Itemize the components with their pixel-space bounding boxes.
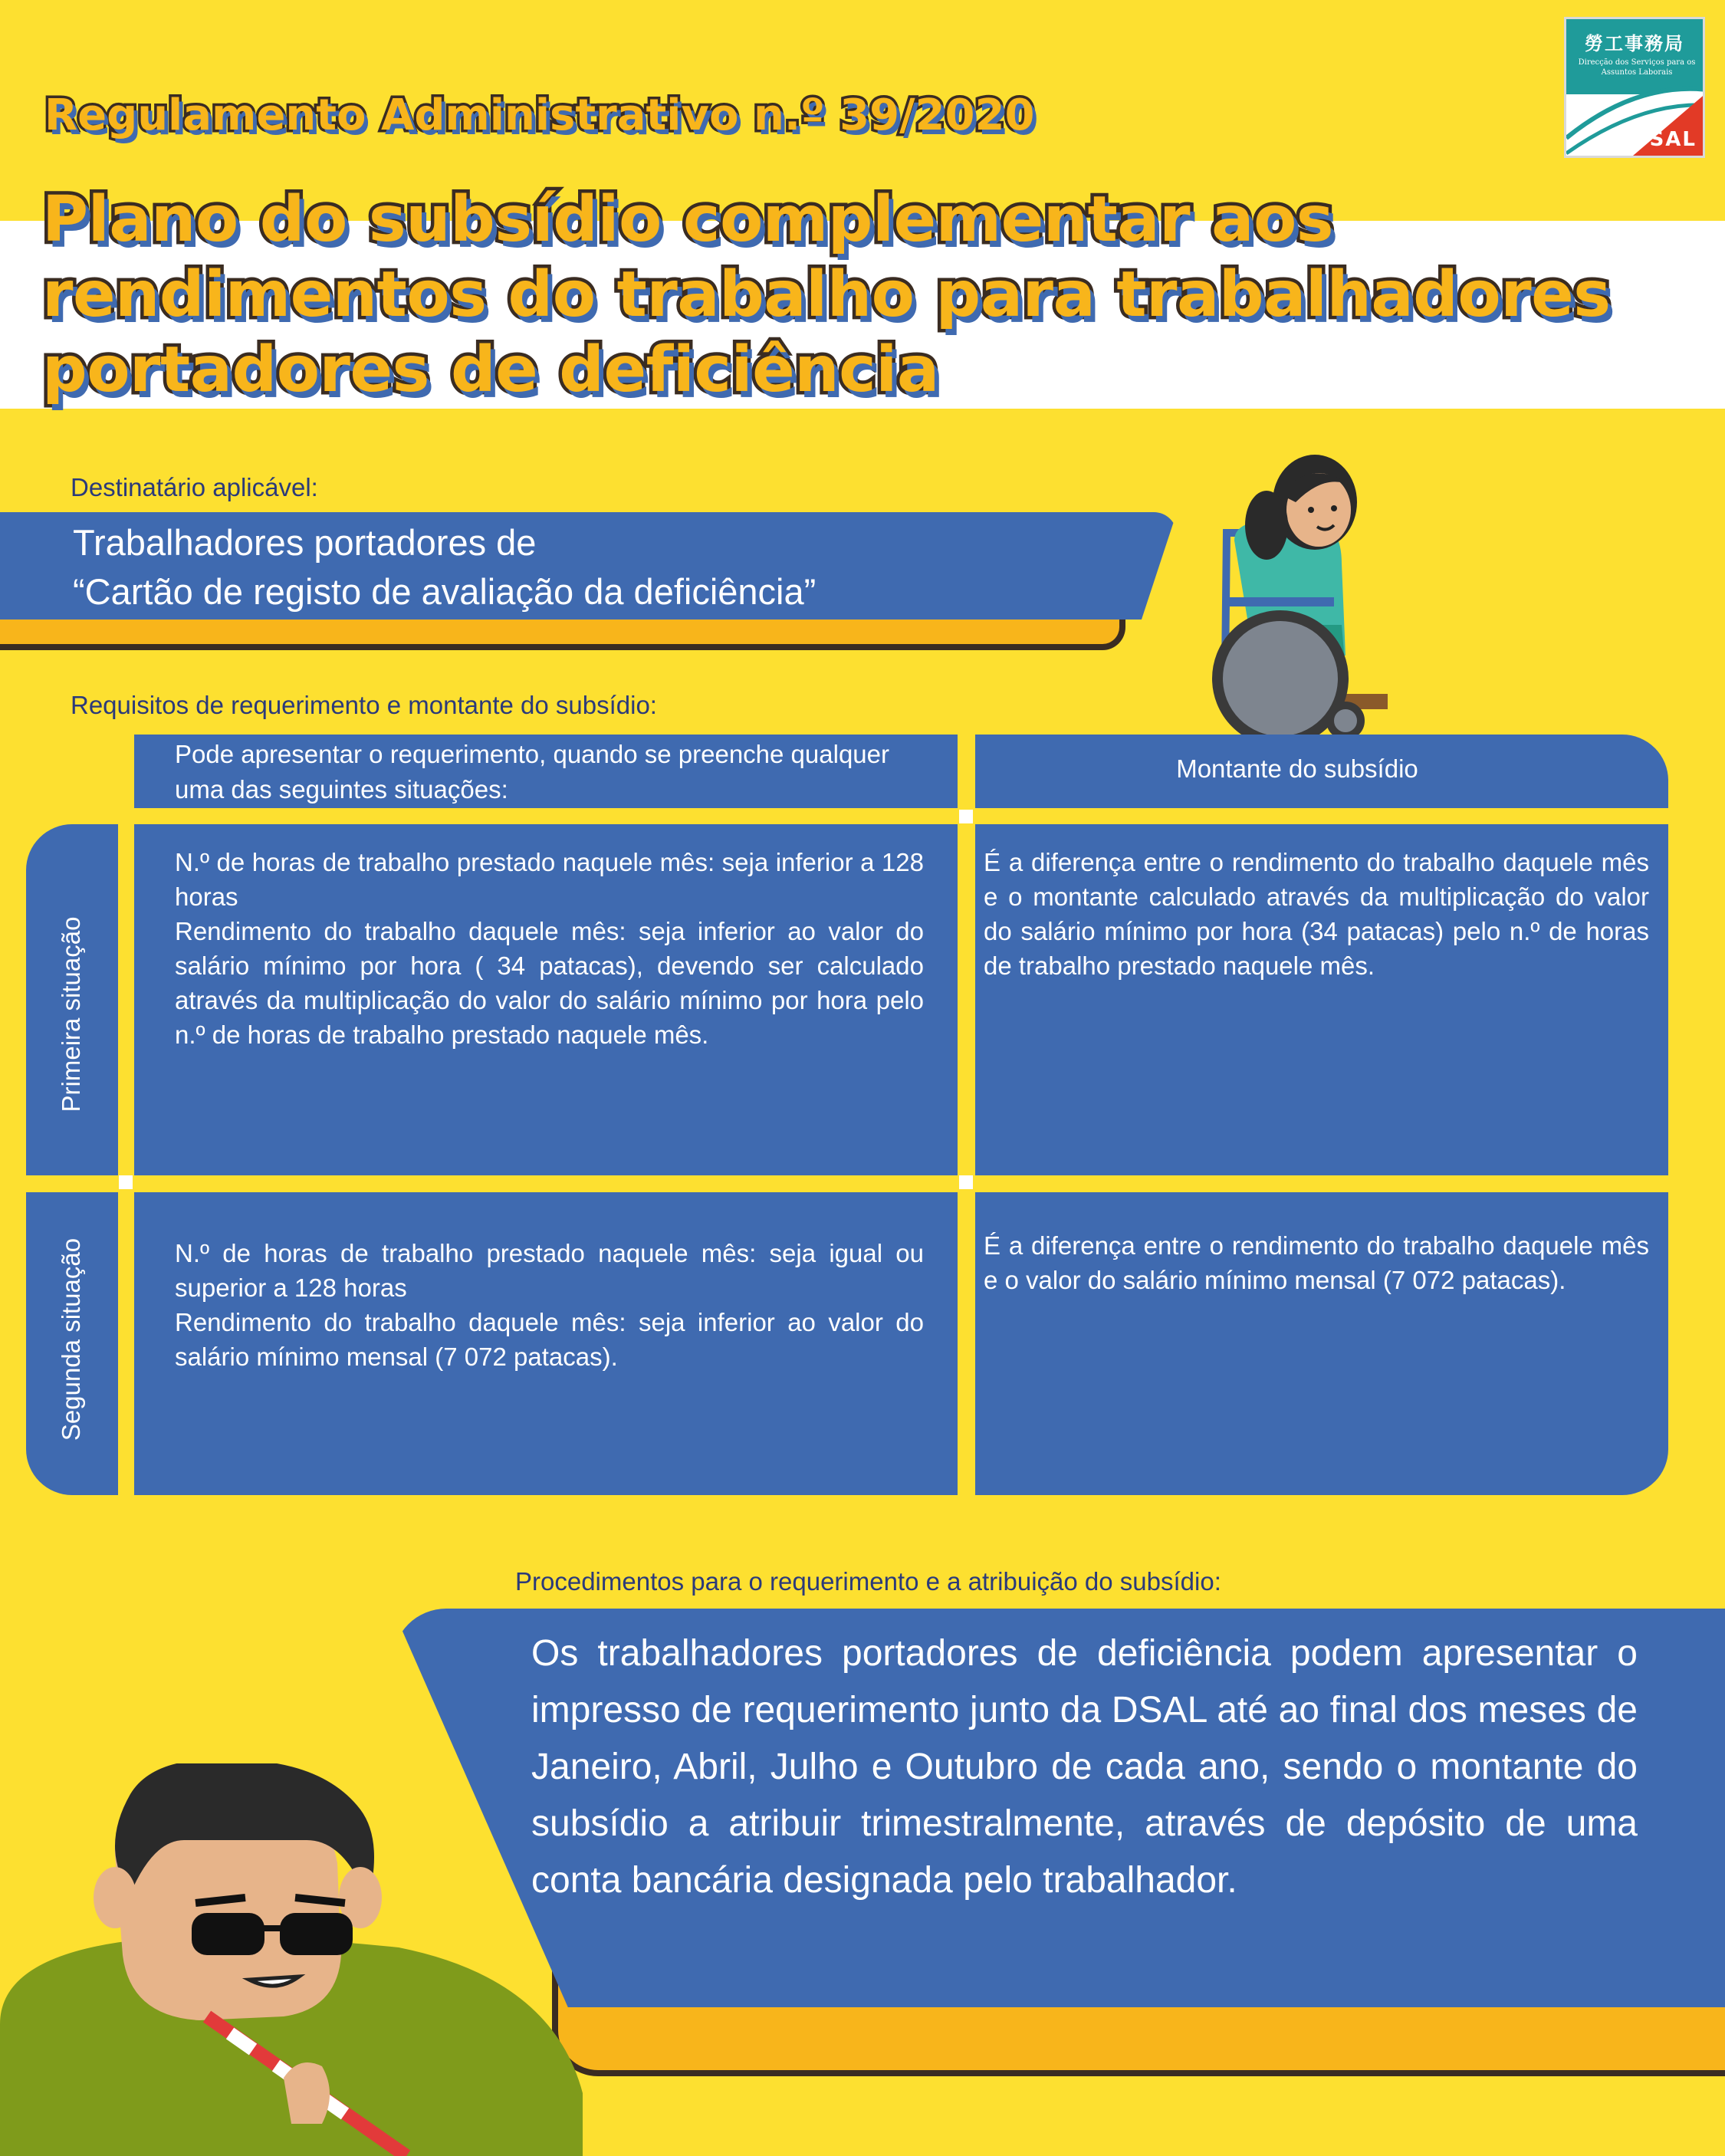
procedures-label: Procedimentos para o requerimento e a atribuição do subsídio: [515, 1567, 1221, 1596]
condition-1-line-1: N.º de horas de trabalho prestado naquele mês: seja inferior a 128 horas [175, 848, 924, 911]
requirements-label: Requisitos de requerimento e montante do subsídio: [71, 691, 657, 719]
title-line-3: portadores de deficiência [42, 334, 939, 406]
title-line-1: Plano do subsídio complementar aos [42, 183, 1334, 256]
applicable-text [73, 518, 816, 616]
amount-text-2: É a diferença entre o rendimento do trabalho daquele mês e o valor do salário mínimo mensal (7 072 patacas). [984, 1231, 1649, 1294]
condition-text-1 [175, 845, 924, 1052]
grid-joint [959, 1175, 973, 1189]
logo-abbreviation: DSAL [1631, 128, 1697, 151]
logo-chinese-name: 勞工事務局 [1585, 32, 1684, 54]
regulation-number: Regulamento Administrativo n.º 39/2020 [44, 90, 1035, 140]
condition-2-line-2: Rendimento do trabalho daquele mês: seja inferior ao valor do salário mínimo mensal (7 072 patacas). [175, 1308, 924, 1371]
condition-text-2 [175, 1236, 924, 1374]
title-line-2: rendimentos do trabalho para trabalhadores [42, 258, 1611, 331]
header-conditions-text: Pode apresentar o requerimento, quando se preenche qualquer uma das seguintes situações: [175, 740, 889, 804]
header-amount-text: Montante do subsídio [1176, 754, 1418, 783]
condition-1-line-2: Rendimento do trabalho daquele mês: seja inferior ao valor do salário mínimo por hora ( 34 patacas), devendo ser calculado através da multiplicação do valor do salário mínimo por hora pelo n.º de horas de trabalho prestado naquele mês. [175, 917, 924, 1049]
applicable-line-1: Trabalhadores portadores de [73, 522, 537, 563]
procedures-text: Os trabalhadores portadores de deficiência podem apresentar o impresso de requerimento junto da DSAL até ao final dos meses de Janeiro, Abril, Julho e Outubro de cada ano, sendo o montante do subsídio a atribuir trimestralmente, através de depósito de uma conta bancária designada pelo trabalhador. [531, 1633, 1638, 1901]
visually-impaired-man-illustration [0, 1763, 583, 2156]
condition-2-line-1: N.º de horas de trabalho prestado naquele mês: seja igual ou superior a 128 horas [175, 1239, 924, 1302]
row-label-1: Primeira situação [57, 916, 85, 1113]
logo-portuguese-name: Direcção dos Serviços para os Assuntos Laborais [1578, 58, 1696, 77]
row-label-2: Segunda situação [57, 1237, 85, 1441]
applicable-line-2: “Cartão de registo de avaliação da deficiência” [73, 571, 816, 612]
dsal-logo [1564, 17, 1705, 158]
page-title [42, 182, 1611, 408]
wheelchair-user-illustration [1181, 441, 1411, 748]
applicable-label: Destinatário aplicável: [71, 473, 318, 501]
amount-text-1: É a diferença entre o rendimento do trabalho daquele mês e o montante calculado através da multiplicação do valor do salário mínimo por hora (34 patacas) pelo n.º de horas de trabalho prestado naquele mês. [984, 848, 1649, 980]
grid-joint [959, 810, 973, 823]
grid-joint [119, 1175, 133, 1189]
